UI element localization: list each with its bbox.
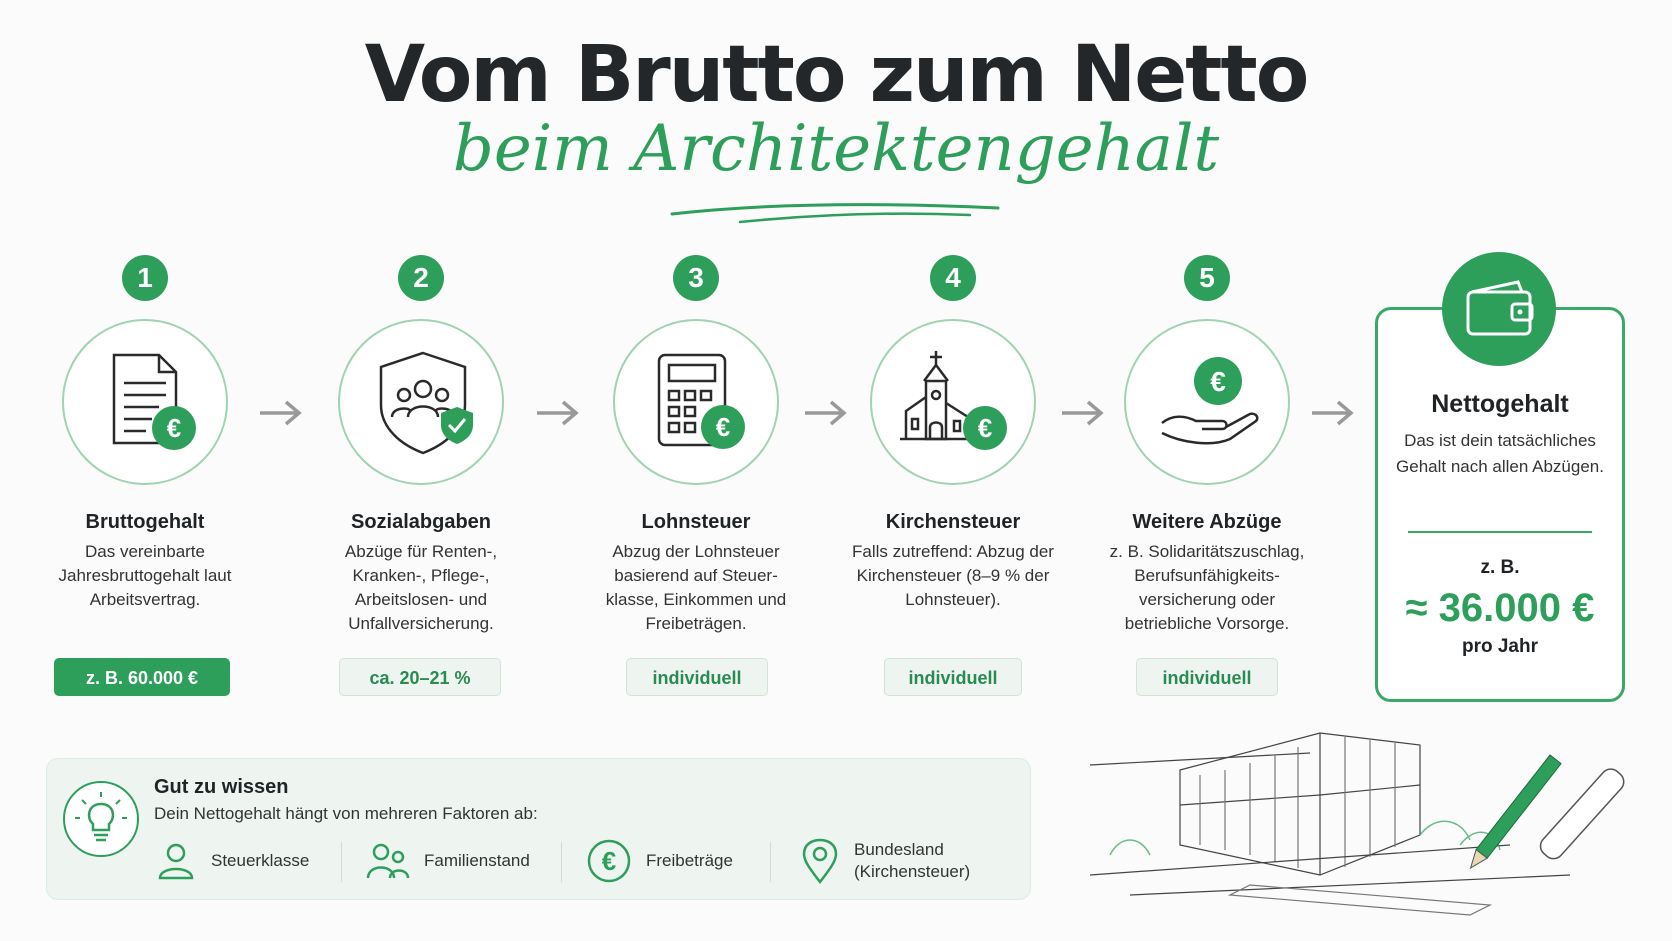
subtitle: beim Architektengehalt — [452, 112, 1220, 186]
svg-text:€: € — [166, 413, 182, 443]
step-number: 1 — [122, 255, 168, 301]
step-title: Kirchensteuer — [885, 511, 1021, 533]
factor-label-line2: (Kirchensteuer) — [854, 862, 971, 881]
building-sketch-illustration — [1090, 725, 1650, 925]
church-euro-icon — [870, 319, 1036, 485]
result-description: Das ist dein tatsächliches Gehalt nach allen Abzügen. — [1396, 431, 1604, 476]
factor-label: Familienstand — [424, 851, 530, 870]
step-kirchensteuer — [823, 255, 1083, 612]
svg-text:€: € — [601, 846, 617, 876]
step-bruttogehalt — [15, 255, 275, 612]
document-euro-icon — [62, 319, 228, 485]
svg-text:€: € — [977, 413, 993, 443]
svg-text:€: € — [1210, 366, 1226, 397]
step-number: 3 — [673, 255, 719, 301]
value-pill-weitere: individuell — [1136, 658, 1278, 696]
factor-familienstand — [366, 836, 530, 886]
step-title: Sozialabgaben — [350, 511, 492, 533]
hand-euro-icon — [1124, 319, 1290, 485]
separator — [561, 842, 562, 882]
main-title: Vom Brutto zum Netto — [364, 30, 1308, 120]
calculator-euro-icon — [613, 319, 779, 485]
step-title: Weitere Abzüge — [1132, 511, 1282, 533]
result-title: Nettogehalt — [1431, 390, 1569, 418]
step-weitere-abzuege — [1077, 255, 1337, 636]
factor-label-line1: Bundesland — [854, 840, 944, 859]
factor-freibetraege — [586, 836, 733, 886]
step-description: Abzug der Lohnsteuer basierend auf Steuer-klasse, Einkommen und Freibeträgen. — [605, 542, 787, 633]
euro-circle-icon — [586, 838, 632, 884]
factor-label — [854, 839, 970, 883]
step-sozialabgaben — [291, 255, 551, 636]
person-icon — [155, 840, 197, 882]
step-description: Das vereinbarte Jahresbruttogehalt laut Arbeitsvertrag. — [58, 542, 232, 609]
value-pill-lohnsteuer: individuell — [626, 658, 768, 696]
lightbulb-icon — [62, 780, 140, 858]
factor-steuerklasse — [155, 836, 309, 886]
step-title: Lohnsteuer — [641, 511, 751, 533]
separator — [770, 842, 771, 882]
divider — [1408, 531, 1592, 533]
value-pill-brutto: z. B. 60.000 € — [54, 658, 230, 696]
step-title: Bruttogehalt — [85, 511, 205, 533]
family-icon — [366, 840, 410, 882]
step-number: 4 — [930, 255, 976, 301]
shield-people-icon — [338, 319, 504, 485]
value-pill-kirchensteuer: individuell — [884, 658, 1022, 696]
step-number: 2 — [398, 255, 444, 301]
factor-label: Steuerklasse — [211, 851, 310, 870]
step-description: Falls zutreffend: Abzug der Kirchensteuer (8–9 % der Lohnsteuer). — [852, 542, 1054, 609]
result-prefix: z. B. — [1480, 557, 1520, 578]
step-lohnsteuer — [566, 255, 826, 636]
factor-label: Freibeträge — [646, 851, 733, 870]
arrow-right-icon — [1310, 398, 1356, 428]
step-description: z. B. Solidaritätszuschlag, Berufsunfähigkeits-versicherung oder betriebliche Vorsorge. — [1109, 542, 1305, 633]
result-amount: ≈ 36.000 € — [1405, 586, 1595, 630]
step-number: 5 — [1184, 255, 1230, 301]
underline-swash — [670, 200, 1000, 230]
location-pin-icon — [800, 837, 840, 885]
info-description: Dein Nettogehalt hängt von mehreren Faktoren ab: — [154, 804, 538, 823]
step-description: Abzüge für Renten-, Kranken-, Pflege-, Arbeitslosen- und Unfallversicherung. — [344, 542, 498, 633]
info-title: Gut zu wissen — [154, 776, 289, 798]
svg-text:€: € — [715, 412, 731, 442]
separator — [341, 842, 342, 882]
result-period: pro Jahr — [1461, 636, 1539, 657]
value-pill-sozialabgaben: ca. 20–21 % — [339, 658, 501, 696]
factor-bundesland — [800, 836, 970, 886]
wallet-icon — [1442, 252, 1556, 366]
